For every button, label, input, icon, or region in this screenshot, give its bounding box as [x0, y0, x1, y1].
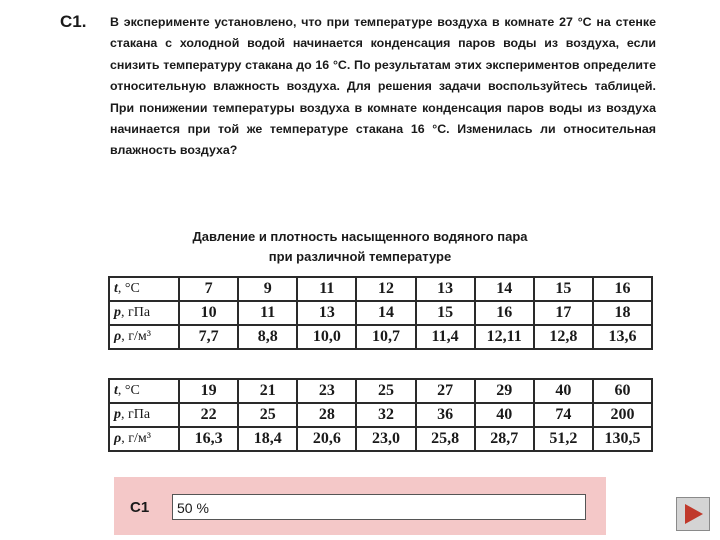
row-unit: , г/м³ — [121, 431, 151, 446]
table-cell: 25 — [356, 379, 415, 403]
table-cell: 28,7 — [475, 427, 534, 451]
row-unit: , °С — [117, 383, 140, 398]
table-cell: 29 — [475, 379, 534, 403]
table-cell: 13 — [297, 301, 356, 325]
table-cell: 7,7 — [179, 325, 238, 349]
row-header — [109, 301, 179, 325]
table-cell: 11 — [297, 277, 356, 301]
row-symbol: p — [114, 407, 121, 422]
table-row — [109, 325, 652, 349]
table-cell: 23,0 — [356, 427, 415, 451]
row-unit: , гПа — [121, 407, 151, 422]
table-caption-line1: Давление и плотность насыщенного водяного пара — [192, 229, 528, 244]
table-cell: 40 — [475, 403, 534, 427]
table-row — [109, 379, 652, 403]
table-cell: 200 — [593, 403, 652, 427]
row-symbol: ρ — [114, 329, 122, 344]
table-cell: 13,6 — [593, 325, 652, 349]
table-cell: 14 — [475, 277, 534, 301]
table-cell: 11,4 — [416, 325, 475, 349]
table-cell: 11 — [238, 301, 297, 325]
table-cell: 12,8 — [534, 325, 593, 349]
table-cell: 19 — [179, 379, 238, 403]
play-arrow-icon — [681, 502, 705, 526]
table-cell: 51,2 — [534, 427, 593, 451]
table-cell: 18,4 — [238, 427, 297, 451]
table-cell: 22 — [179, 403, 238, 427]
table-cell: 10 — [179, 301, 238, 325]
table-cell: 16 — [475, 301, 534, 325]
table-cell: 16,3 — [179, 427, 238, 451]
row-symbol: t — [114, 281, 118, 296]
row-unit: , г/м³ — [121, 329, 151, 344]
vapor-table-2 — [108, 378, 653, 452]
table-cell: 36 — [416, 403, 475, 427]
table-cell: 74 — [534, 403, 593, 427]
row-symbol: p — [114, 305, 121, 320]
row-header — [109, 379, 179, 403]
table-cell: 20,6 — [297, 427, 356, 451]
table-cell: 17 — [534, 301, 593, 325]
table-cell: 21 — [238, 379, 297, 403]
table-cell: 15 — [416, 301, 475, 325]
table-row — [109, 277, 652, 301]
answer-code: С1 — [130, 499, 150, 516]
table-cell: 18 — [593, 301, 652, 325]
table-cell: 130,5 — [593, 427, 652, 451]
table-cell: 10,0 — [297, 325, 356, 349]
table-cell: 15 — [534, 277, 593, 301]
table-cell: 9 — [238, 277, 297, 301]
table-cell: 12,11 — [475, 325, 534, 349]
answer-panel — [114, 477, 606, 535]
table-cell: 25 — [238, 403, 297, 427]
table-cell: 32 — [356, 403, 415, 427]
table-cell: 12 — [356, 277, 415, 301]
vapor-table-1 — [108, 276, 653, 350]
table-caption-line2: при различной температуре — [268, 249, 452, 264]
problem-label: С1. — [60, 12, 87, 31]
table-row — [109, 427, 652, 451]
table-cell: 28 — [297, 403, 356, 427]
row-symbol: t — [114, 383, 118, 398]
table-cell: 8,8 — [238, 325, 297, 349]
row-header — [109, 325, 179, 349]
row-header — [109, 277, 179, 301]
table-cell: 60 — [593, 379, 652, 403]
table-cell: 23 — [297, 379, 356, 403]
row-unit: , °С — [117, 281, 140, 296]
table-cell: 7 — [179, 277, 238, 301]
table-row — [109, 301, 652, 325]
row-symbol: ρ — [114, 431, 122, 446]
row-header — [109, 427, 179, 451]
table-row — [109, 403, 652, 427]
answer-field[interactable]: 50 % — [172, 494, 586, 520]
table-cell: 10,7 — [356, 325, 415, 349]
table-cell: 25,8 — [416, 427, 475, 451]
table-cell: 16 — [593, 277, 652, 301]
table-cell: 14 — [356, 301, 415, 325]
table-cell: 27 — [416, 379, 475, 403]
table-cell: 40 — [534, 379, 593, 403]
next-slide-button[interactable] — [676, 497, 710, 531]
row-unit: , гПа — [121, 305, 151, 320]
problem-text: В эксперименте установлено, что при температуре воздуха в комнате 27 °С на стенке стакана с холодной водой начинается конденсация паров воды из воздуха, если снизить температуру стакана до 16 °С. По результатам этих экспериментов определите относительную влажность воздуха. Для решения задачи воспользуйтесь таблицей. При понижении температуры воздуха в комнате конденсация паров воды из воздуха начинается при той же температуре стакана 16 °С. Изменилась ли относительная влажность воздуха? — [110, 15, 656, 158]
row-header — [109, 403, 179, 427]
table-cell: 13 — [416, 277, 475, 301]
